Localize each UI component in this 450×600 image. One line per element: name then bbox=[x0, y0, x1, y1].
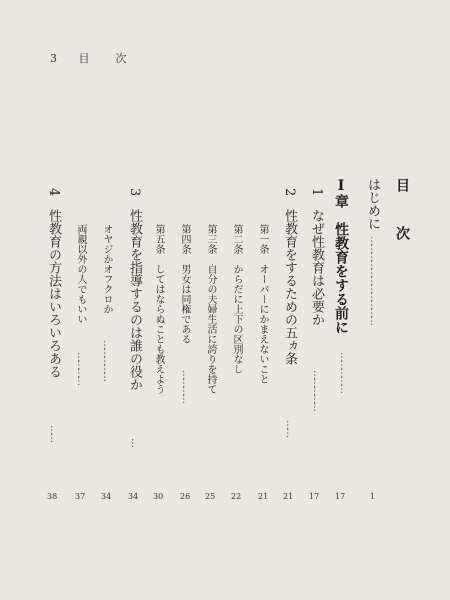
toc-page-number: 34 bbox=[101, 492, 112, 501]
leader-dots: … bbox=[129, 438, 140, 446]
leader-dots: …………… bbox=[311, 370, 322, 410]
toc-title: 目 次 bbox=[394, 178, 410, 250]
toc-entry-article-1: 第一条 オーバーにかまえないこと bbox=[257, 224, 268, 384]
leader-dots: …………………………… bbox=[368, 236, 379, 324]
header-title-char2: 次 bbox=[115, 52, 131, 65]
toc-entry-article-3: 第三条 自分の夫婦生活に誇りを持て bbox=[205, 224, 216, 394]
toc-page-number: 37 bbox=[75, 492, 86, 501]
leader-dots: ………… bbox=[75, 352, 86, 384]
toc-page-number: 34 bbox=[128, 492, 139, 501]
toc-entry-article-4: 第四条 男女は同権である bbox=[179, 224, 190, 344]
toc-entry-section-1: 1 なぜ性教育は必要か bbox=[309, 188, 324, 327]
toc-entry-sub-1: オヤジかオフクロか bbox=[101, 224, 112, 314]
header-title-char1: 目 bbox=[78, 52, 94, 65]
leader-dots: …… bbox=[284, 420, 295, 436]
toc-page-number: 21 bbox=[258, 492, 269, 501]
toc-entry-section-3: 3 性教育を指導するのは誰の役か bbox=[127, 188, 142, 392]
toc-page-number: 1 bbox=[370, 492, 376, 501]
toc-entry-section-4: 4 性教育の方法はいろいろある bbox=[46, 188, 61, 379]
toc-page-number: 30 bbox=[153, 492, 164, 501]
toc-page-number: 21 bbox=[283, 492, 294, 501]
toc-page-number: 25 bbox=[205, 492, 216, 501]
toc-entry-article-5: 第五条 してはならぬことも教えよう bbox=[153, 224, 164, 394]
toc-page-number: 26 bbox=[180, 492, 191, 501]
leader-dots: ………… bbox=[180, 370, 191, 402]
toc-entry-chapter-1: Ⅰ章 性教育をする前に bbox=[333, 178, 349, 334]
toc-entry-sub-2: 両親以外の人でもいい bbox=[75, 224, 86, 324]
toc-page-number: 22 bbox=[231, 492, 242, 501]
toc-entry-hajimeni: はじめに bbox=[365, 178, 380, 230]
toc-entry-article-2: 第二条 からだに上下の区別なし bbox=[231, 224, 242, 374]
running-header bbox=[50, 50, 131, 66]
leader-dots: …………… bbox=[338, 352, 349, 392]
toc-page-number: 17 bbox=[309, 492, 320, 501]
toc-entry-section-2: 2 性教育をするための五ヵ条 bbox=[282, 188, 297, 366]
header-page-number: 3 bbox=[50, 52, 61, 65]
leader-dots: …………… bbox=[101, 340, 112, 380]
toc-page-number: 38 bbox=[47, 492, 58, 501]
leader-dots: …… bbox=[48, 425, 59, 441]
toc-page-number: 17 bbox=[335, 492, 346, 501]
